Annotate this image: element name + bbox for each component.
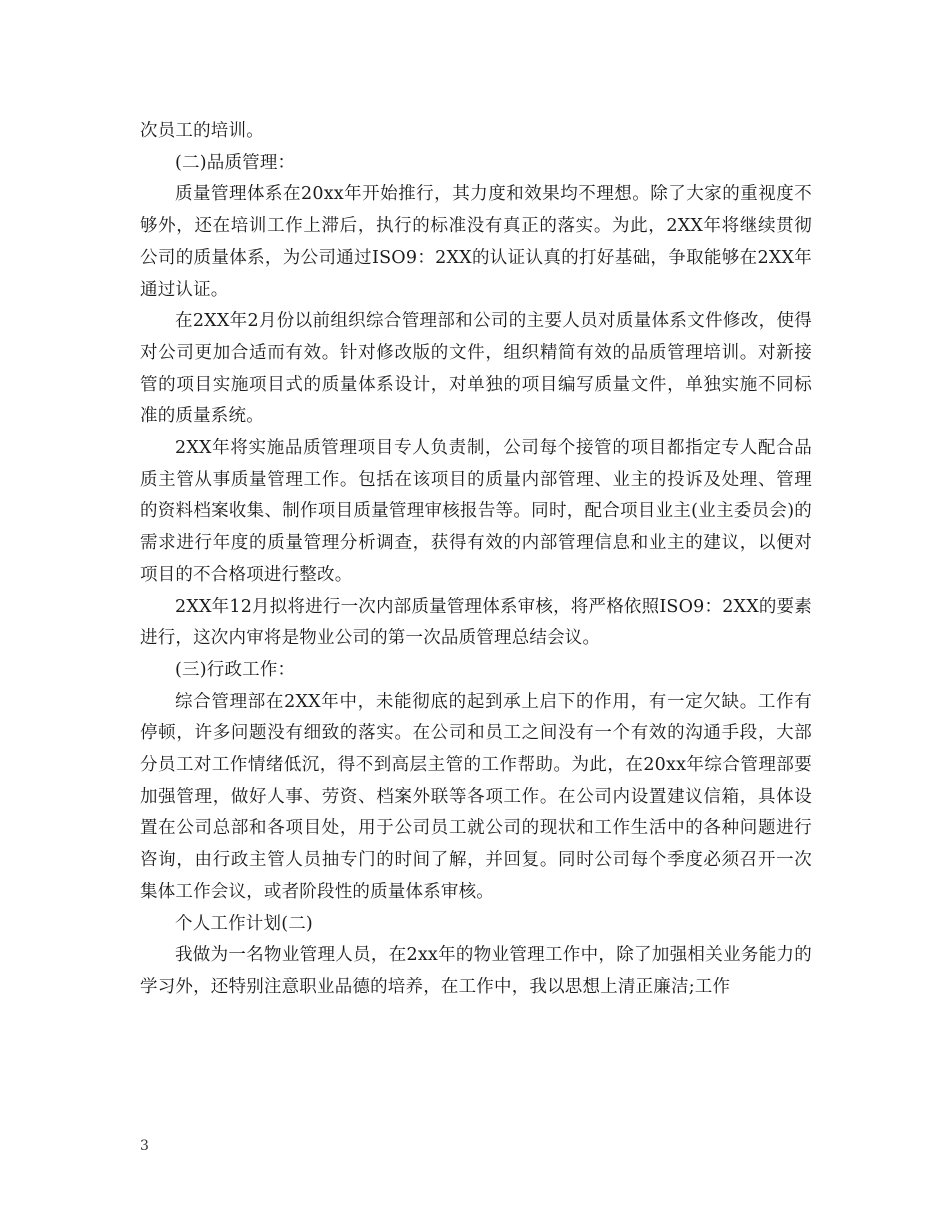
section-heading-plan: 个人工作计划(二) <box>175 913 313 934</box>
paragraph: 2XX年12月拟将进行一次内部质量管理体系审核，将严格依照ISO9：2XX的要素进行，这次内审将是物业公司的第一次品质管理总结会议。 <box>140 596 812 649</box>
paragraph: 在2XX年2月份以前组织综合管理部和公司的主要人员对质量体系文件修改，使得对公司更加合适而有效。针对修改版的文件，组织精简有效的品质管理培训。对新接管的项目实施项目式的质量体系设计，对单独的项目编写质量文件，单独实施不同标准的质量系统。 <box>140 311 812 427</box>
paragraph: 2XX年将实施品质管理项目专人负责制，公司每个接管的项目都指定专人配合品质主管从事质量管理工作。包括在该项目的质量内部管理、业主的投诉及处理、管理的资料档案收集、制作项目质量管理审核报告等。同时，配合项目业主(业主委员会)的需求进行年度的质量管理分析调查，获得有效的内部管理信息和业主的建议，以便对项目的不合格项进行整改。 <box>140 438 812 585</box>
paragraph: 综合管理部在2XX年中，未能彻底的起到承上启下的作用，有一定欠缺。工作有停顿，许多问题没有细致的落实。在公司和员工之间没有一个有效的沟通手段，大部分员工对工作情绪低沉，得不到高层主管的工作帮助。为此，在20xx年综合管理部要加强管理，做好人事、劳资、档案外联等各项工作。在公司内设置建议信箱，具体设置在公司总部和各项目处，用于公司员工就公司的现状和工作生活中的各种问题进行咨询，由行政主管人员抽专门的时间了解，并回复。同时公司每个季度必须召开一次集体工作会议，或者阶段性的质量体系审核。 <box>140 691 812 902</box>
page-number: 3 <box>140 1138 149 1154</box>
section-heading-admin: (三)行政工作： <box>175 659 296 680</box>
section-heading-quality: (二)品质管理： <box>175 152 296 173</box>
paragraph-continuation: 次员工的培训。 <box>140 121 264 141</box>
document-body <box>140 116 812 1004</box>
paragraph: 质量管理体系在20xx年开始推行，其力度和效果均不理想。除了大家的重视度不够外，还在培训工作上滞后，执行的标准没有真正的落实。为此，2XX年将继续贯彻公司的质量体系，为公司通过ISO9：2XX的认证认真的打好基础，争取能够在2XX年通过认证。 <box>140 184 812 300</box>
paragraph: 我做为一名物业管理人员，在2xx年的物业管理工作中，除了加强相关业务能力的学习外，还特别注意职业品德的培养，在工作中，我以思想上清正廉洁;工作 <box>140 945 812 997</box>
